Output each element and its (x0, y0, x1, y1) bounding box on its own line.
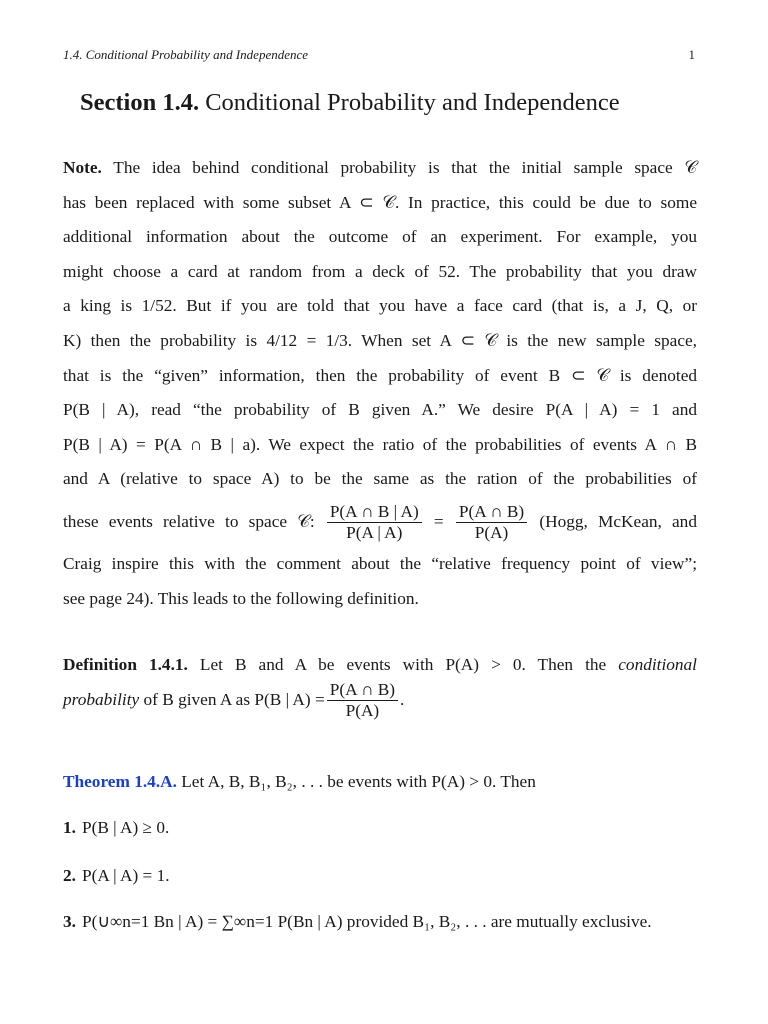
fraction-numerator: P(A ∩ B | A) (327, 502, 422, 523)
note-line: P(B | A) = P(A ∩ B | a). We expect the ratio of the probabilities of events A ∩ B (63, 434, 697, 454)
fraction-denominator: P(A | A) (346, 523, 403, 543)
definition-paragraph (63, 648, 697, 725)
note-line: P(B | A), read “the probability of B given A.” We desire P(A | A) = 1 and (63, 400, 697, 420)
frac-line-before: these events relative to space 𝒞: (63, 511, 315, 531)
theorem-intro-line (63, 765, 697, 800)
definition-emphasis: conditional (618, 655, 697, 674)
definition-emphasis: probability (63, 689, 140, 709)
fraction-numerator: P(A ∩ B) (327, 680, 398, 701)
theorem-item-text: P(B | A) ≥ 0. (81, 818, 170, 837)
theorem-block (63, 765, 697, 800)
definition-text: Let B and A be events with P(A) > 0. Then the (199, 655, 607, 674)
note-line: might choose a card at random from a deck of 52. The probability that you draw (63, 261, 697, 281)
running-head (63, 47, 697, 63)
note-line (63, 151, 697, 186)
note-line: has been replaced with some subset A ⊂ 𝒞. In practice, this could be due to some (63, 192, 697, 212)
note-line-text: The idea behind conditional probability is that the initial sample space 𝒞 (113, 158, 697, 177)
theorem-item-number: 1. (63, 818, 76, 837)
note-fraction-line (63, 497, 697, 547)
note-line: Craig inspire this with the comment about the “relative frequency point of view”; (63, 553, 697, 573)
note-paragraph (63, 151, 697, 616)
theorem-item-text: P(A | A) = 1. (81, 866, 170, 885)
equals-sign: = (433, 511, 444, 531)
theorem-link[interactable]: Theorem 1.4.A. (63, 772, 177, 791)
definition-fraction (327, 680, 398, 721)
ratio-fraction-conditional (327, 502, 422, 543)
fraction-numerator: P(A ∩ B) (456, 502, 527, 523)
theorem-item (63, 818, 169, 838)
theorem-item-text: P(∪∞n=1 Bn | A) = ∑∞n=1 P(Bn | A) provided B₁, B₂, . . . are mutually exclusive. (81, 912, 652, 931)
definition-lead: Definition 1.4.1. (63, 655, 188, 674)
document-page (63, 0, 697, 1024)
definition-period: . (400, 689, 405, 709)
note-line: additional information about the outcome of an experiment. For example, you (63, 227, 697, 247)
ratio-fraction-unconditional (456, 502, 527, 543)
note-lead: Note. (63, 158, 102, 177)
running-head-title: 1.4. Conditional Probability and Independence (63, 47, 309, 62)
note-line: K) then the probability is 4/12 = 1/3. When set A ⊂ 𝒞 is the new sample space, (63, 330, 697, 350)
fraction-denominator: P(A) (474, 523, 509, 543)
frac-line-after: (Hogg, McKean, and (539, 511, 697, 531)
note-line: a king is 1/52. But if you are told that you have a face card (that is, a J, Q, or (63, 296, 697, 316)
section-heading (80, 89, 700, 117)
section-title: Conditional Probability and Independence (205, 89, 620, 116)
page-number: 1 (688, 47, 695, 62)
theorem-item-number: 2. (63, 866, 76, 885)
note-line: see page 24). This leads to the following definition. (63, 588, 419, 608)
theorem-intro: Let A, B, B₁, B₂, . . . be events with P(A) > 0. Then (181, 772, 536, 791)
section-number: Section 1.4. (80, 89, 200, 116)
note-line: and A (relative to space A) to be the same as the ration of the probabilities of (63, 469, 697, 489)
note-line: that is the “given” information, then the probability of event B ⊂ 𝒞 is denoted (63, 365, 697, 385)
theorem-item-number: 3. (63, 912, 76, 931)
theorem-item (63, 912, 652, 932)
definition-text: of B given A as P(B | A) = (143, 689, 325, 709)
fraction-denominator: P(A) (345, 701, 380, 721)
theorem-item (63, 866, 170, 886)
